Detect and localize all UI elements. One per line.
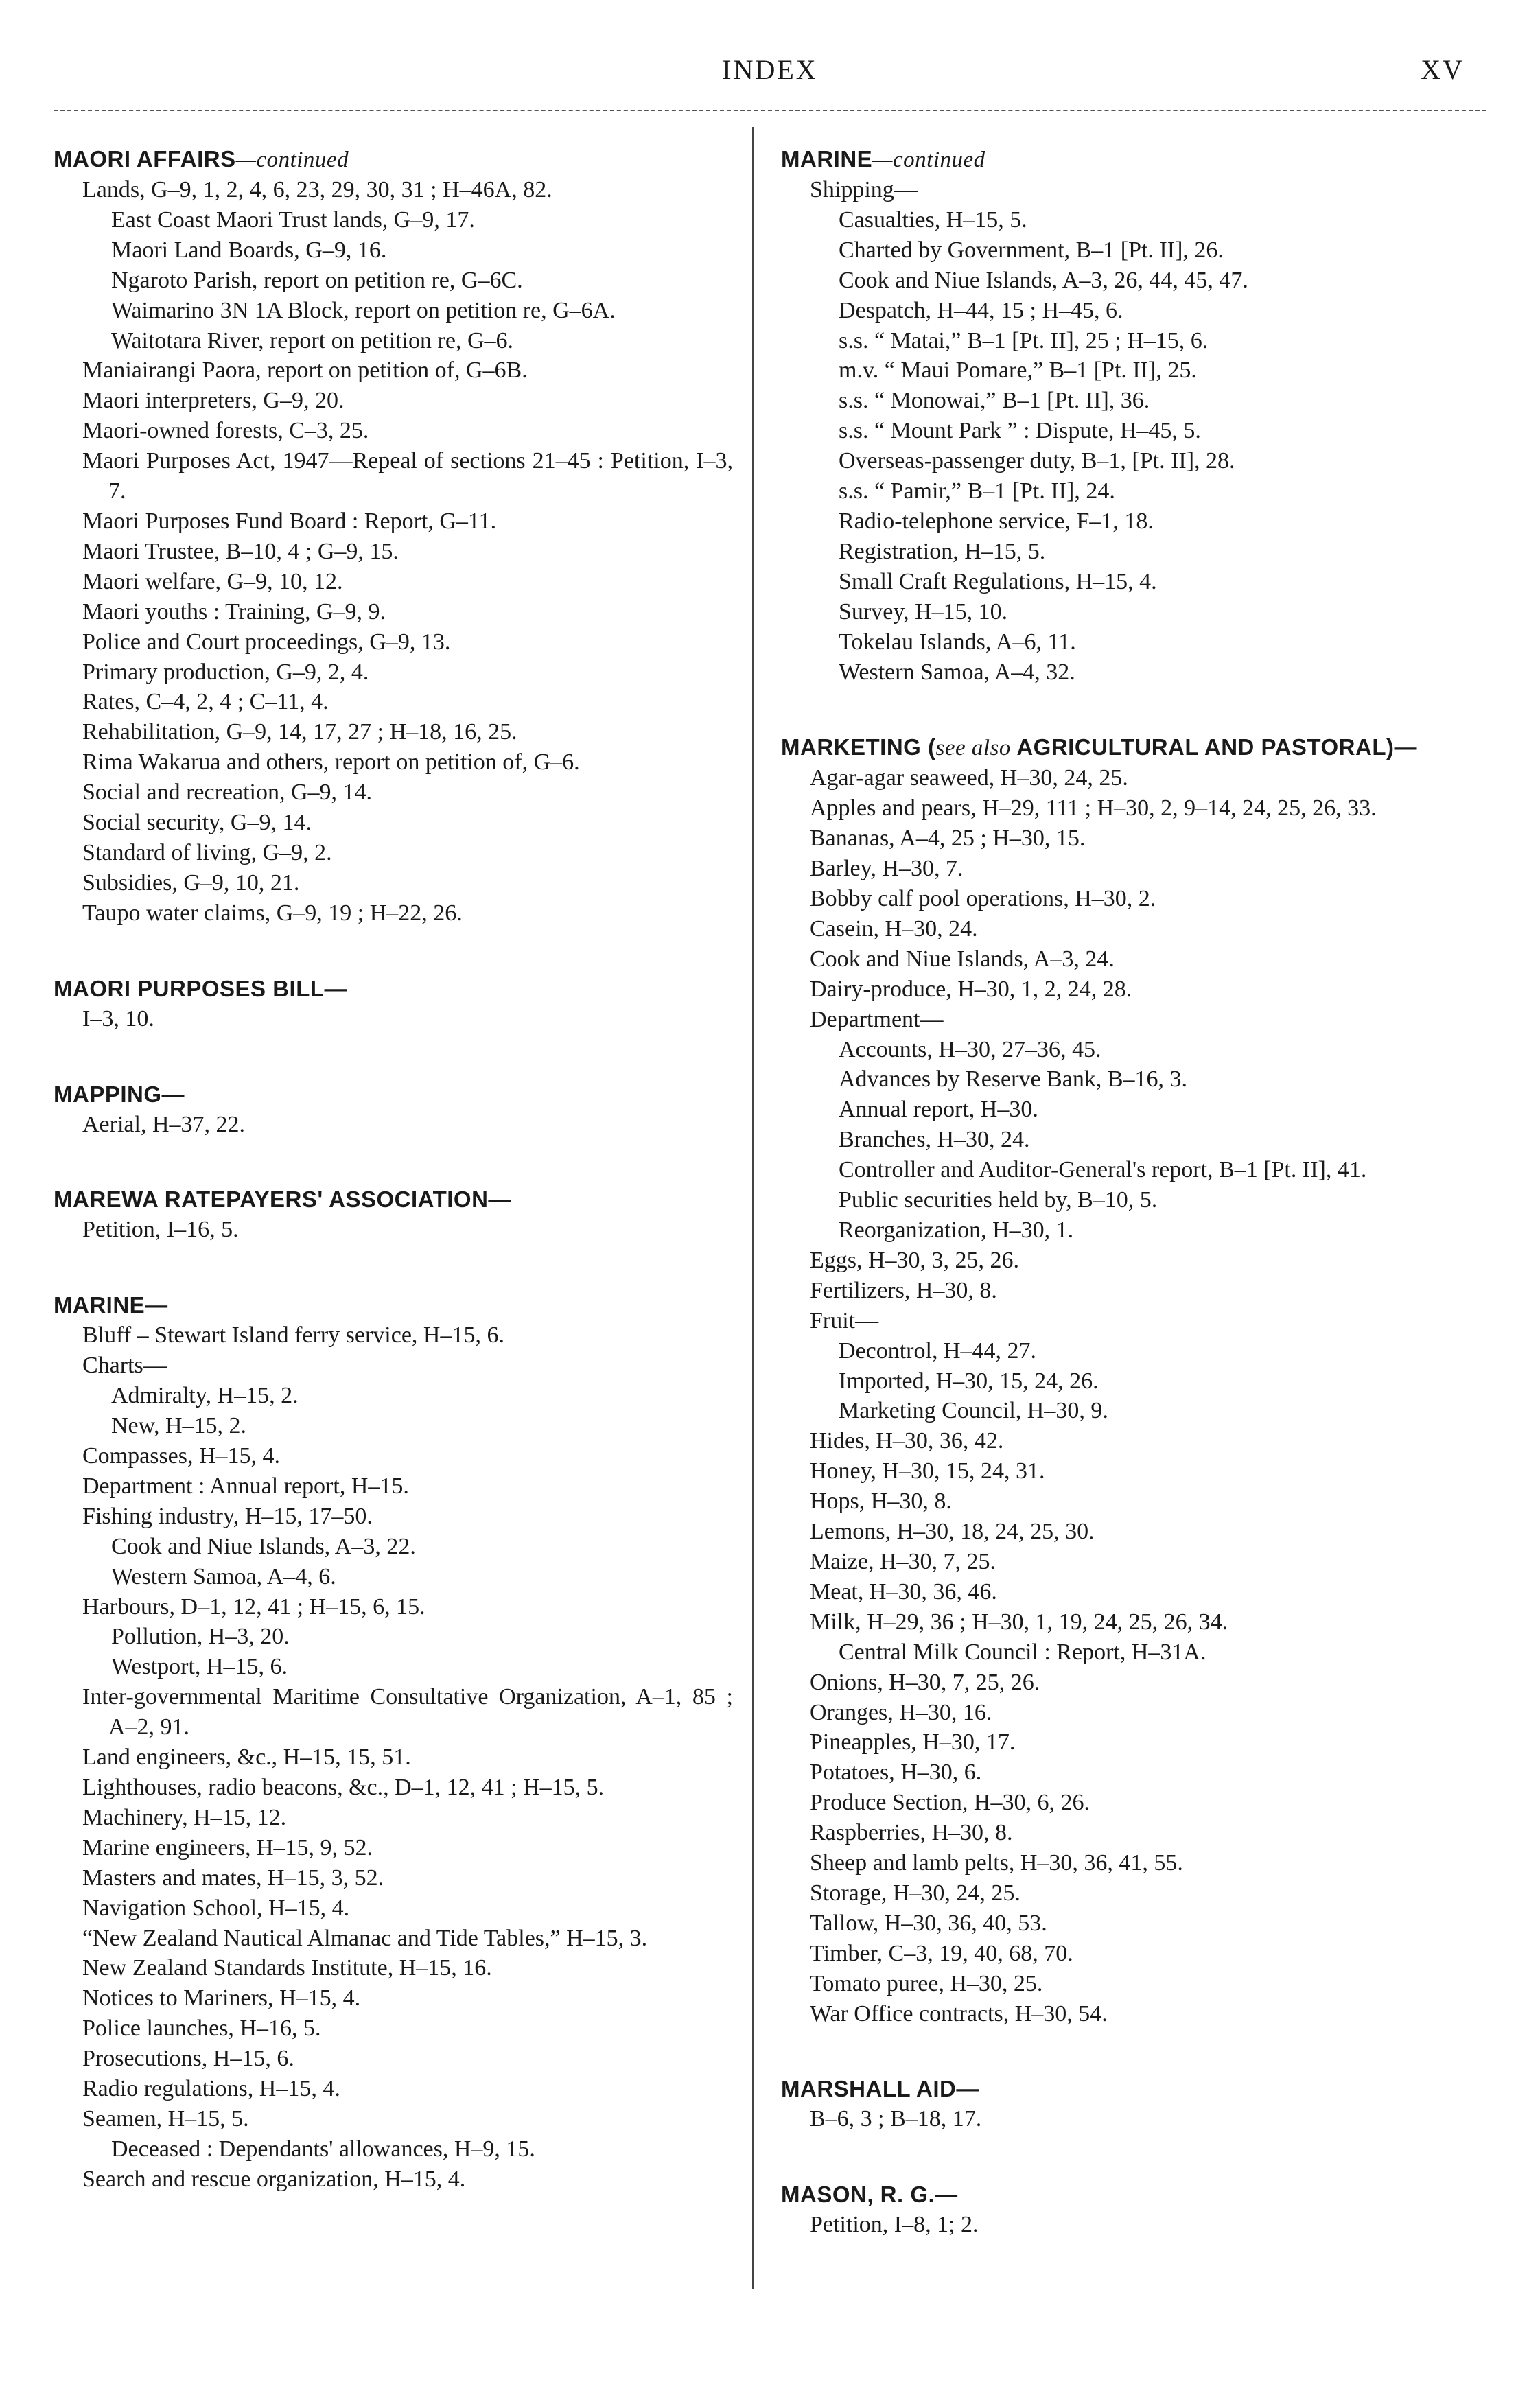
heading-continued: —continued — [235, 148, 349, 172]
index-entry: New Zealand Standards Institute, H–15, 16. — [82, 1955, 492, 1981]
index-subentry: m.v. “ Maui Pomare,” B–1 [Pt. II], 25. — [839, 358, 1197, 384]
page-title: INDEX — [722, 54, 818, 85]
index-entry: Notices to Mariners, H–15, 4. — [82, 1985, 361, 2011]
index-subentry: Waimarino 3N 1A Block, report on petition re, G–6A. — [111, 297, 616, 323]
section-heading — [54, 144, 733, 175]
index-section-mapping — [54, 1079, 733, 1140]
index-entry: Agar-agar seaweed, H–30, 24, 25. — [810, 765, 1128, 791]
index-entry: Search and rescue organization, H–15, 4. — [82, 2166, 466, 2192]
index-entry: Hides, H–30, 36, 42. — [810, 1428, 1004, 1454]
index-subentry: East Coast Maori Trust lands, G–9, 17. — [111, 207, 475, 233]
index-subentry: Branches, H–30, 24. — [839, 1127, 1030, 1153]
index-subentry: Central Milk Council : Report, H–31A. — [839, 1639, 1206, 1665]
index-section-marewa-ratepayers-association — [54, 1184, 733, 1245]
index-entry: Timber, C–3, 19, 40, 68, 70. — [810, 1940, 1073, 1966]
index-entry: Hops, H–30, 8. — [810, 1489, 952, 1515]
index-entry: Raspberries, H–30, 8. — [810, 1820, 1013, 1846]
index-entry: Seamen, H–15, 5. — [82, 2105, 249, 2132]
index-entry: Meat, H–30, 36, 46. — [810, 1578, 997, 1604]
heading-text: MAORI PURPOSES BILL— — [54, 975, 348, 1001]
index-subentry: New, H–15, 2. — [111, 1413, 247, 1439]
index-entry: Subsidies, G–9, 10, 21. — [82, 869, 300, 896]
index-section-maori-purposes-bill — [54, 974, 733, 1034]
section-heading — [54, 1290, 733, 1320]
heading-text: MAORI AFFAIRS — [54, 146, 236, 172]
index-entry: Aerial, H–37, 22. — [82, 1111, 246, 1137]
index-entry: Maori welfare, G–9, 10, 12. — [82, 568, 343, 594]
index-section-marine — [54, 1290, 733, 2194]
index-entry: Milk, H–29, 36 ; H–30, 1, 19, 24, 25, 26, 34. — [810, 1609, 1228, 1635]
heading-see-also: see also — [935, 736, 1011, 761]
index-entry: Lemons, H–30, 18, 24, 25, 30. — [810, 1519, 1095, 1545]
heading-text: MARINE— — [54, 1292, 168, 1318]
index-entry: Fishing industry, H–15, 17–50. — [82, 1503, 373, 1529]
index-entry: Maori Purposes Fund Board : Report, G–11. — [82, 508, 497, 534]
index-entry: Barley, H–30, 7. — [810, 856, 964, 882]
index-entry: Maize, H–30, 7, 25. — [810, 1548, 996, 1574]
index-entry: Rima Wakarua and others, report on petition of, G–6. — [82, 749, 580, 775]
heading-rest: AGRICULTURAL AND PASTORAL)— — [1010, 734, 1417, 760]
index-subentry: s.s. “ Pamir,” B–1 [Pt. II], 24. — [839, 478, 1115, 504]
index-entry: Machinery, H–15, 12. — [82, 1804, 287, 1830]
heading-text: MASON, R. G.— — [781, 2182, 958, 2208]
index-entry: B–6, 3 ; B–18, 17. — [810, 2106, 982, 2132]
heading-text: MAREWA RATEPAYERS' ASSOCIATION— — [54, 1187, 511, 1213]
index-entry: Standard of living, G–9, 2. — [82, 839, 332, 865]
heading-text: MARSHALL AID— — [781, 2076, 979, 2102]
index-entry: Potatoes, H–30, 6. — [810, 1760, 982, 1786]
index-entry: Social and recreation, G–9, 14. — [82, 780, 373, 806]
section-heading — [54, 1079, 733, 1110]
index-entry: Sheep and lamb pelts, H–30, 36, 41, 55. — [810, 1850, 1183, 1876]
index-entry: Petition, I–8, 1; 2. — [810, 2212, 979, 2238]
index-entry: Marine engineers, H–15, 9, 52. — [82, 1834, 373, 1860]
index-entry: Prosecutions, H–15, 6. — [82, 2046, 294, 2072]
index-subentry: Admiralty, H–15, 2. — [111, 1383, 299, 1409]
index-entry: Maori Purposes Act, 1947—Repeal of sections 21–45 : Petition, I–3, 7. — [82, 448, 733, 504]
page-number: XV — [1421, 54, 1465, 85]
index-entry: Lighthouses, radio beacons, &c., D–1, 12, 41 ; H–15, 5. — [82, 1774, 605, 1800]
index-entry: Pineapples, H–30, 17. — [810, 1729, 1016, 1755]
index-entry: I–3, 10. — [82, 1005, 154, 1031]
index-subentry: Decontrol, H–44, 27. — [839, 1338, 1037, 1364]
index-entry: Storage, H–30, 24, 25. — [810, 1880, 1020, 1906]
index-entry: Charts— — [82, 1353, 167, 1379]
index-subentry: Overseas-passenger duty, B–1, [Pt. II], 28. — [839, 448, 1235, 474]
index-entry: Rates, C–4, 2, 4 ; C–11, 4. — [82, 689, 329, 715]
index-subentry: Western Samoa, A–4, 32. — [839, 659, 1075, 685]
index-subentry: Annual report, H–30. — [839, 1097, 1038, 1123]
index-entry: Maori interpreters, G–9, 20. — [82, 388, 345, 414]
index-entry: Produce Section, H–30, 6, 26. — [810, 1790, 1090, 1816]
index-entry: Masters and mates, H–15, 3, 52. — [82, 1865, 384, 1891]
index-section-mason-r-g — [781, 2180, 1460, 2240]
index-subentry: Westport, H–15, 6. — [111, 1654, 288, 1680]
index-section-marshall-aid — [781, 2074, 1460, 2134]
index-entry: Tomato puree, H–30, 25. — [810, 1970, 1043, 1996]
heading-text: MARKETING ( — [781, 734, 936, 760]
section-heading — [781, 2180, 1460, 2210]
index-subentry: Despatch, H–44, 15 ; H–45, 6. — [839, 297, 1123, 323]
index-entry: Oranges, H–30, 16. — [810, 1699, 992, 1725]
index-entry: Lands, G–9, 1, 2, 4, 6, 23, 29, 30, 31 ; H–46A, 82. — [82, 177, 552, 202]
index-entry: Bobby calf pool operations, H–30, 2. — [810, 886, 1156, 912]
index-subentry: Marketing Council, H–30, 9. — [839, 1398, 1108, 1424]
index-entry: Bluff – Stewart Island ferry service, H–15, 6. — [82, 1322, 504, 1349]
index-entry: Inter-governmental Maritime Consultative Organization, A–1, 85 ; A–2, 91. — [82, 1684, 733, 1740]
section-heading — [781, 732, 1460, 763]
index-subentry: Public securities held by, B–10, 5. — [839, 1187, 1158, 1213]
index-entry: Apples and pears, H–29, 111 ; H–30, 2, 9–14, 24, 25, 26, 33. — [810, 795, 1377, 821]
heading-continued: —continued — [872, 148, 985, 172]
left-column — [54, 144, 733, 2240]
heading-text: MAPPING— — [54, 1081, 185, 1107]
index-subentry: Cook and Niue Islands, A–3, 22. — [111, 1533, 416, 1559]
index-entry: Maori youths : Training, G–9, 9. — [82, 598, 386, 624]
index-entry: Shipping— — [810, 177, 918, 202]
index-entry: “New Zealand Nautical Almanac and Tide Tables,” H–15, 3. — [82, 1925, 648, 1951]
index-subentry: s.s. “ Mount Park ” : Dispute, H–45, 5. — [839, 418, 1201, 444]
section-heading — [54, 1184, 733, 1215]
index-subentry: Controller and Auditor-General's report, B–1 [Pt. II], 41. — [839, 1157, 1367, 1183]
index-subentry: Casualties, H–15, 5. — [839, 207, 1027, 233]
index-subentry: Radio-telephone service, F–1, 18. — [839, 508, 1154, 534]
column-divider — [752, 127, 754, 2289]
index-entry: Bananas, A–4, 25 ; H–30, 15. — [810, 826, 1086, 852]
index-entry: Petition, I–16, 5. — [82, 1217, 239, 1243]
section-heading — [54, 974, 733, 1004]
index-entry: Primary production, G–9, 2, 4. — [82, 659, 369, 685]
index-subentry: Registration, H–15, 5. — [839, 538, 1046, 564]
index-subentry: Tokelau Islands, A–6, 11. — [839, 629, 1076, 655]
index-subentry: Ngaroto Parish, report on petition re, G–6C. — [111, 267, 523, 293]
index-entry: Eggs, H–30, 3, 25, 26. — [810, 1247, 1020, 1273]
index-entry: War Office contracts, H–30, 54. — [810, 2000, 1108, 2027]
index-subentry: Charted by Government, B–1 [Pt. II], 26. — [839, 237, 1224, 263]
index-subentry: Small Craft Regulations, H–15, 4. — [839, 568, 1157, 594]
index-entry: Dairy-produce, H–30, 1, 2, 24, 28. — [810, 976, 1132, 1002]
index-section-marketing — [781, 732, 1460, 2029]
index-subentry: Cook and Niue Islands, A–3, 26, 44, 45, 47. — [839, 267, 1248, 293]
index-entry: Onions, H–30, 7, 25, 26. — [810, 1669, 1040, 1695]
index-entry: Land engineers, &c., H–15, 15, 51. — [82, 1744, 411, 1771]
index-entry: Fertilizers, H–30, 8. — [810, 1277, 997, 1303]
section-heading — [781, 2074, 1460, 2104]
index-subentry: Deceased : Dependants' allowances, H–9, 15. — [111, 2136, 535, 2162]
index-entry: Department— — [810, 1006, 944, 1032]
index-section-marine — [781, 144, 1460, 687]
index-subentry: Pollution, H–3, 20. — [111, 1624, 290, 1650]
index-entry: Department : Annual report, H–15. — [82, 1473, 409, 1499]
index-entry: Navigation School, H–15, 4. — [82, 1895, 350, 1921]
index-subentry: Western Samoa, A–4, 6. — [111, 1563, 336, 1589]
index-subentry: s.s. “ Monowai,” B–1 [Pt. II], 36. — [839, 388, 1150, 414]
index-entry: Police and Court proceedings, G–9, 13. — [82, 629, 451, 655]
index-subentry: Maori Land Boards, G–9, 16. — [111, 237, 387, 263]
index-entry: Fruit— — [810, 1307, 879, 1333]
index-entry: Cook and Niue Islands, A–3, 24. — [810, 946, 1115, 972]
index-entry: Compasses, H–15, 4. — [82, 1443, 281, 1469]
index-entry: Rehabilitation, G–9, 14, 17, 27 ; H–18, 16, 25. — [82, 719, 517, 745]
index-entry: Casein, H–30, 24. — [810, 915, 978, 942]
index-section-maori-affairs — [54, 144, 733, 929]
index-entry: Maori-owned forests, C–3, 25. — [82, 418, 369, 444]
index-entry: Taupo water claims, G–9, 19 ; H–22, 26. — [82, 900, 463, 926]
right-column — [781, 144, 1460, 2285]
heading-text: MARINE — [781, 146, 873, 172]
index-entry: Maori Trustee, B–10, 4 ; G–9, 15. — [82, 538, 399, 564]
index-entry: Radio regulations, H–15, 4. — [82, 2076, 340, 2102]
index-subentry: Accounts, H–30, 27–36, 45. — [839, 1036, 1101, 1062]
index-subentry: Advances by Reserve Bank, B–16, 3. — [839, 1066, 1188, 1093]
header-rule — [54, 110, 1486, 111]
index-entry: Harbours, D–1, 12, 41 ; H–15, 6, 15. — [82, 1594, 425, 1620]
index-subentry: Imported, H–30, 15, 24, 26. — [839, 1368, 1099, 1394]
index-subentry: s.s. “ Matai,” B–1 [Pt. II], 25 ; H–15, 6. — [839, 327, 1209, 353]
index-subentry: Survey, H–15, 10. — [839, 598, 1008, 624]
index-entry: Social security, G–9, 14. — [82, 810, 312, 836]
index-entry: Police launches, H–16, 5. — [82, 2016, 321, 2042]
index-entry: Honey, H–30, 15, 24, 31. — [810, 1458, 1045, 1484]
index-subentry: Reorganization, H–30, 1. — [839, 1217, 1074, 1243]
index-entry: Tallow, H–30, 36, 40, 53. — [810, 1910, 1047, 1936]
index-entry: Maniairangi Paora, report on petition of, G–6B. — [82, 358, 528, 384]
section-heading — [781, 144, 1460, 175]
index-subentry: Waitotara River, report on petition re, G–6. — [111, 327, 514, 353]
page-header — [0, 54, 1540, 95]
